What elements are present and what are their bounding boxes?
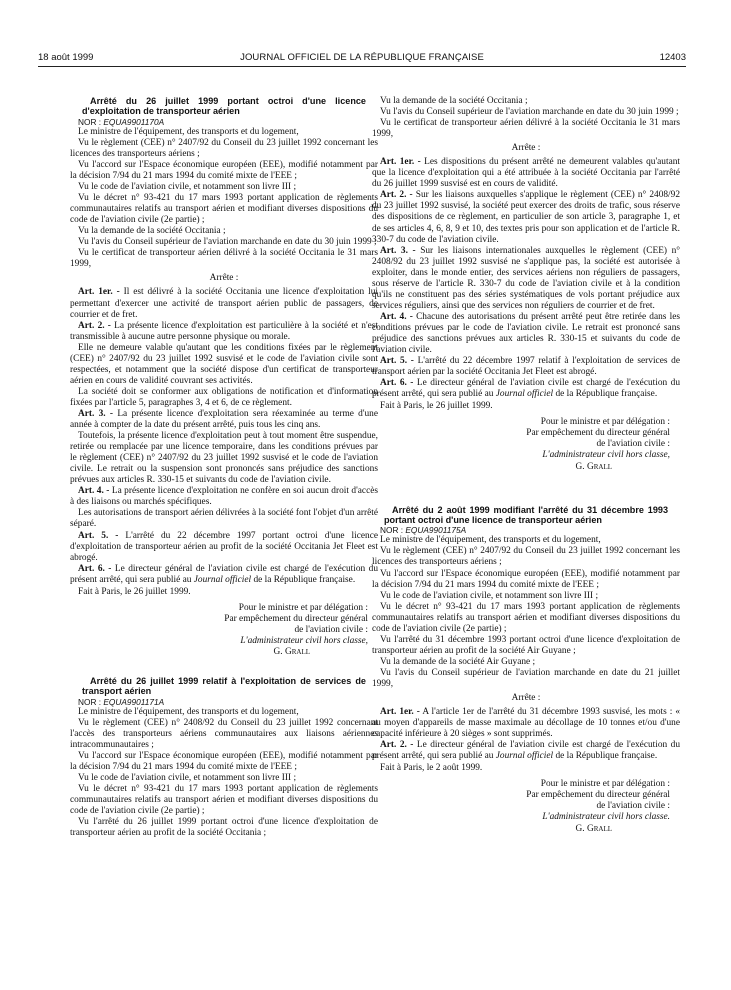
- preamble-line: Vu le décret n° 93-421 du 17 mars 1993 portant application de règlements communautaires relatifs au transport aérien et modifiant diverses dispositions du code de l'aviation civile (2e partie) ;: [372, 601, 680, 634]
- article-paragraph: La société doit se conformer aux obligations de notification et d'information fixées par l'article 5, paragraphes 3, 4 et 6, de ce règlement.: [70, 386, 378, 408]
- article-label: Art. 1er. -: [380, 707, 420, 718]
- nor-line: [70, 117, 378, 127]
- preamble-line: Vu la demande de la société Occitania ;: [380, 96, 528, 106]
- article-label: Art. 1er. -: [380, 157, 421, 168]
- preamble-line: Vu le décret n° 93-421 du 17 mars 1993 portant application de règlements communautaires relatifs au transport aérien et modifiant diverses dispositions du code de l'aviation civile (2e partie) ;: [70, 784, 378, 817]
- article-label: Art. 5. -: [78, 530, 119, 541]
- article-text: Sur les liaisons auxquelles s'applique le règlement (CEE) n° 2408/92 du 23 juillet 1992 susvisé, la société peut exercer des droits de trafic, sous réserve des dispositions de ce règlement, en particulier de son article 3, paragraphe 1, et de ses articles 4, 6, 8, 9 et 10, des textes pris pour son application et de l'article R. 330-7 du code de l'aviation civile.: [372, 190, 680, 245]
- preamble-line: Le ministre de l'équipement, des transports et du logement,: [78, 706, 299, 717]
- article-text: Le directeur général de l'aviation civile est chargé de l'exécution du présent arrêté, qui sera publié au: [372, 378, 681, 400]
- right-column: [372, 96, 680, 835]
- signatory-name: G. Grall: [273, 646, 310, 657]
- preamble-line: Vu le code de l'aviation civile, et notamment son livre III ;: [78, 773, 297, 784]
- article-label: Art. 2. -: [380, 740, 414, 751]
- article-label: Art. 4. -: [78, 486, 110, 497]
- article-paragraph: Toutefois, la présente licence d'exploitation peut à tout moment être suspendue, retirée ou remplacée par une licence temporaire, dans les conditions prévues par le règlement (CEE) n° 2407/92 du 23 juillet 1992 susvisé et le code de l'aviation civile. Le retrait ou la suspension sont prononcés sans préjudice des sanctions prévues aux articles R. 330-15 et suivants du code de l'aviation civile.: [70, 431, 378, 486]
- signature-title: L'administrateur civil hors classe,: [240, 635, 368, 646]
- arrete-heading: Arrête :: [209, 273, 239, 284]
- nor-label: NOR :: [78, 696, 102, 707]
- article-text: Les dispositions du présent arrêté ne demeurent valables qu'autant que la licence d'exploitation qui a été attribuée à la société Occitania par l'arrêté du 26 juillet 1999 susvisé est en cours de validité.: [372, 157, 680, 190]
- article-label: Art. 2. -: [380, 190, 413, 201]
- article-text: Sur les liaisons internationales auxquelles le règlement (CEE) n° 2408/92 du 23 juillet 1992 susvisé ne s'applique pas, la société est autorisée à exploiter, dans le monde entier, des services aériens non réguliers de passagers, sous réserve de l'article R. 330-7 du code de l'aviation civile et à la condition qu'ils ne constituent pas des séries systématiques de vols portant préjudice aux services réguliers, ainsi que des services non réguliers de courrier et de fret.: [372, 245, 680, 311]
- decree-title: Arrêté du 2 août 1999 modifiant l'arrêté du 31 décembre 1993 portant octroi d'une licence de transporteur aérien: [384, 504, 668, 525]
- decree-occitania-services: [70, 676, 378, 839]
- preamble-line: Vu le code de l'aviation civile, et notamment son livre III ;: [380, 590, 599, 601]
- decree-occitania-licence: [70, 96, 378, 658]
- nor-code: EQUA9901170A: [103, 116, 165, 127]
- signature-block: [70, 603, 378, 658]
- article: [70, 486, 378, 508]
- article-label: Art. 6. -: [380, 378, 414, 389]
- nor-label: NOR :: [78, 116, 102, 127]
- signature-line: Par empêchement du directeur général: [526, 428, 670, 439]
- preamble-line: Vu l'accord sur l'Espace économique européen (EEE), modifié notamment par la décision 7/94 du 21 mars 1994 du comité mixte de l'EEE ;: [372, 568, 680, 590]
- issue-date: 18 août 1999: [38, 52, 94, 63]
- decree-title: Arrêté du 26 juillet 1999 portant octroi d'une licence d'exploitation de transporteur aérien: [82, 96, 366, 117]
- decree-air-guyane: [372, 505, 680, 835]
- preamble-line: Vu l'accord sur l'Espace économique européen (EEE), modifié notamment par la décision 7/94 du 21 mars 1994 du comité mixte de l'EEE ;: [70, 159, 378, 181]
- signature-line: Pour le ministre et par délégation :: [540, 779, 670, 790]
- arrete-heading: Arrête :: [511, 143, 541, 154]
- preamble-line: Le ministre de l'équipement, des transports et du logement,: [78, 126, 299, 137]
- preamble-line: Vu la demande de la société Occitania ;: [78, 226, 226, 237]
- nor-code: EQUA9901171A: [103, 696, 165, 707]
- article-text: L'arrêté du 22 décembre 1997 relatif à l'exploitation de services de transport aérien par la société Occitania Jet Fleet est abrogé.: [372, 356, 681, 378]
- signature-line: Par empêchement du directeur général: [224, 613, 368, 624]
- preamble-line: Vu l'avis du Conseil supérieur de l'aviation marchande en date du 30 juin 1999 ;: [78, 237, 377, 248]
- article: [372, 246, 680, 312]
- signatory-name: G. Grall: [575, 461, 612, 472]
- signature-title: L'administrateur civil hors classe.: [542, 812, 670, 823]
- article-text: de la République française.: [253, 574, 356, 585]
- left-column: [70, 96, 378, 839]
- article-text: Chacune des autorisations du présent arrêté peut être retirée dans les conditions prévues par le code de l'aviation civile. Le retrait est prononcé sans préjudice des sanctions prévues aux articles R. 330-15 et suivants du code de l'aviation civile.: [372, 311, 681, 356]
- nor-label: NOR :: [380, 525, 404, 536]
- signature-line: Pour le ministre et par délégation :: [540, 417, 670, 428]
- signature-block: [372, 417, 680, 472]
- nor-code: EQUA9901175A: [405, 525, 467, 536]
- article: [372, 378, 680, 400]
- article-label: Art. 5. -: [380, 356, 414, 367]
- signatory-name: G. Grall: [575, 823, 612, 834]
- article-text: de la République française.: [555, 751, 658, 762]
- article-text: A l'article 1er de l'arrêté du 31 décembre 1993 susvisé, les mots : « au moyen d'appareils de masse maximale au décollage de 10 tonnes et/ou d'une capacité inférieure à 20 sièges » sont supprimés.: [372, 707, 680, 740]
- article: [372, 356, 680, 378]
- preamble-line: Vu l'arrêté du 26 juillet 1999 portant octroi d'une licence d'exploitation de transporteur aérien au profit de la société Occitania ;: [70, 817, 378, 839]
- preamble-line: Vu la demande de la société Air Guyane ;: [380, 656, 536, 667]
- article-text: La présente licence d'exploitation est particulière à la société et n'est transmissible à aucune autre personne physique ou morale.: [70, 320, 379, 342]
- signature-line: de l'aviation civile :: [294, 624, 368, 635]
- signature-block: [372, 779, 680, 834]
- page-header: [38, 52, 686, 66]
- article: [70, 321, 378, 343]
- article-paragraph: Les autorisations de transport aérien délivrées à la société font l'objet d'un arrêté séparé.: [70, 508, 378, 530]
- article: [70, 531, 378, 564]
- signature-line: de l'aviation civile :: [596, 439, 670, 450]
- preamble-line: Vu le décret n° 93-421 du 17 mars 1993 portant application de règlements communautaires relatifs au transport aérien et modifiant diverses dispositions du code de l'aviation civile (2e partie) ;: [70, 193, 378, 226]
- article-label: Art. 1er. -: [78, 287, 120, 298]
- journal-name: JOURNAL OFFICIEL DE LA RÉPUBLIQUE FRANÇAISE: [240, 52, 484, 63]
- preamble-line: Vu l'avis du Conseil supérieur de l'aviation marchande en date du 21 juillet 1999,: [372, 667, 680, 689]
- article: [372, 740, 680, 762]
- decree-occitania-services-continued: [372, 96, 680, 473]
- journal-reference: Journal officiel: [193, 574, 252, 585]
- article: [372, 707, 680, 740]
- article-text: Il est délivré à la société Occitania une licence d'exploitation lui permettant d'exercer une activité de transport aérien public de passagers, de courrier et de fret.: [70, 287, 378, 320]
- preamble-line: Vu le certificat de transporteur aérien délivré à la société Occitania le 31 mars 1999,: [372, 118, 680, 140]
- article-label: Art. 3. -: [380, 245, 416, 256]
- preamble-line: Vu le règlement (CEE) n° 2407/92 du Conseil du 23 juillet 1992 concernant les licences des transporteurs aériens ;: [372, 546, 680, 568]
- preamble-line: Le ministre de l'équipement, des transports et du logement,: [380, 535, 601, 546]
- article-paragraph: Elle ne demeure valable qu'autant que les conditions fixées par le règlement (CEE) n° 2407/92 du 23 juillet 1992 susvisé et le code de l'aviation civile sont respectées, et notamment que la société dispose d'un certificat de transporteur aérien en cours de validité couvrant ses activités.: [70, 342, 378, 386]
- preamble-line: Vu le certificat de transporteur aérien délivré à la société Occitania le 31 mars 1999,: [70, 248, 378, 270]
- made-at: Fait à Paris, le 26 juillet 1999.: [380, 401, 493, 412]
- preamble-line: Vu l'avis du Conseil supérieur de l'aviation marchande en date du 30 juin 1999 ;: [380, 107, 679, 118]
- nor-line: [372, 525, 680, 535]
- article-label: Art. 2. -: [78, 320, 111, 331]
- article: [70, 564, 378, 586]
- made-at: Fait à Paris, le 2 août 1999.: [380, 763, 483, 774]
- nor-line: [70, 697, 378, 707]
- journal-reference: Journal officiel: [495, 751, 554, 762]
- article-label: Art. 6. -: [78, 563, 112, 574]
- article-label: Art. 3. -: [78, 408, 114, 419]
- article: [372, 312, 680, 356]
- signature-line: de l'aviation civile :: [596, 801, 670, 812]
- article-label: Art. 4. -: [380, 311, 413, 322]
- signature-title: L'administrateur civil hors classe,: [542, 450, 670, 461]
- preamble-line: Vu le code de l'aviation civile, et notamment son livre III ;: [78, 182, 297, 193]
- journal-reference: Journal officiel: [495, 389, 554, 400]
- article: [372, 157, 680, 190]
- preamble-line: Vu le règlement (CEE) n° 2408/92 du Conseil du 23 juillet 1992 concernant l'accès des transporteurs aériens communautaires aux liaisons aériennes intracommunautaires ;: [70, 717, 378, 750]
- article: [70, 409, 378, 431]
- decree-title: Arrêté du 26 juillet 1999 relatif à l'exploitation de services de transport aérien: [82, 676, 366, 697]
- article: [70, 287, 378, 320]
- article-text: Le directeur général de l'aviation civile est chargé de l'exécution du présent arrêté, qui sera publié au: [70, 563, 379, 585]
- header-rule: [38, 66, 686, 67]
- signature-line: Pour le ministre et par délégation :: [238, 602, 368, 613]
- preamble-line: Vu l'accord sur l'Espace économique européen (EEE), modifié notamment par la décision 7/94 du 21 mars 1994 du comité mixte de l'EEE ;: [70, 751, 378, 773]
- made-at: Fait à Paris, le 26 juillet 1999.: [78, 586, 191, 597]
- preamble-line: Vu le règlement (CEE) n° 2407/92 du Conseil du 23 juillet 1992 concernant les licences des transporteurs aériens ;: [70, 137, 378, 159]
- article-text: Le directeur général de l'aviation civile est chargé de l'exécution du présent arrêté, qui sera publié au: [372, 740, 681, 762]
- preamble-line: Vu l'arrêté du 31 décembre 1993 portant octroi d'une licence d'exploitation de transporteur aérien au profit de la société Air Guyane ;: [372, 634, 680, 656]
- article-text: de la République française.: [555, 389, 658, 400]
- signature-line: Par empêchement du directeur général: [526, 790, 670, 801]
- article-text: La présente licence d'exploitation sera réexaminée au terme d'une année à compter de la date du présent arrêté, puis tous les cinq ans.: [70, 408, 378, 431]
- article: [372, 190, 680, 245]
- page-number: 12403: [659, 52, 686, 63]
- article-text: L'arrêté du 22 décembre 1997 portant octroi d'une licence d'exploitation de transporteur aérien au profit de la société Occitania Jet Fleet est abrogé.: [70, 530, 378, 563]
- article-text: La présente licence d'exploitation ne confère en soi aucun droit d'accès à des liaisons ou marchés spécifiques.: [70, 486, 378, 508]
- arrete-heading: Arrête :: [511, 693, 541, 704]
